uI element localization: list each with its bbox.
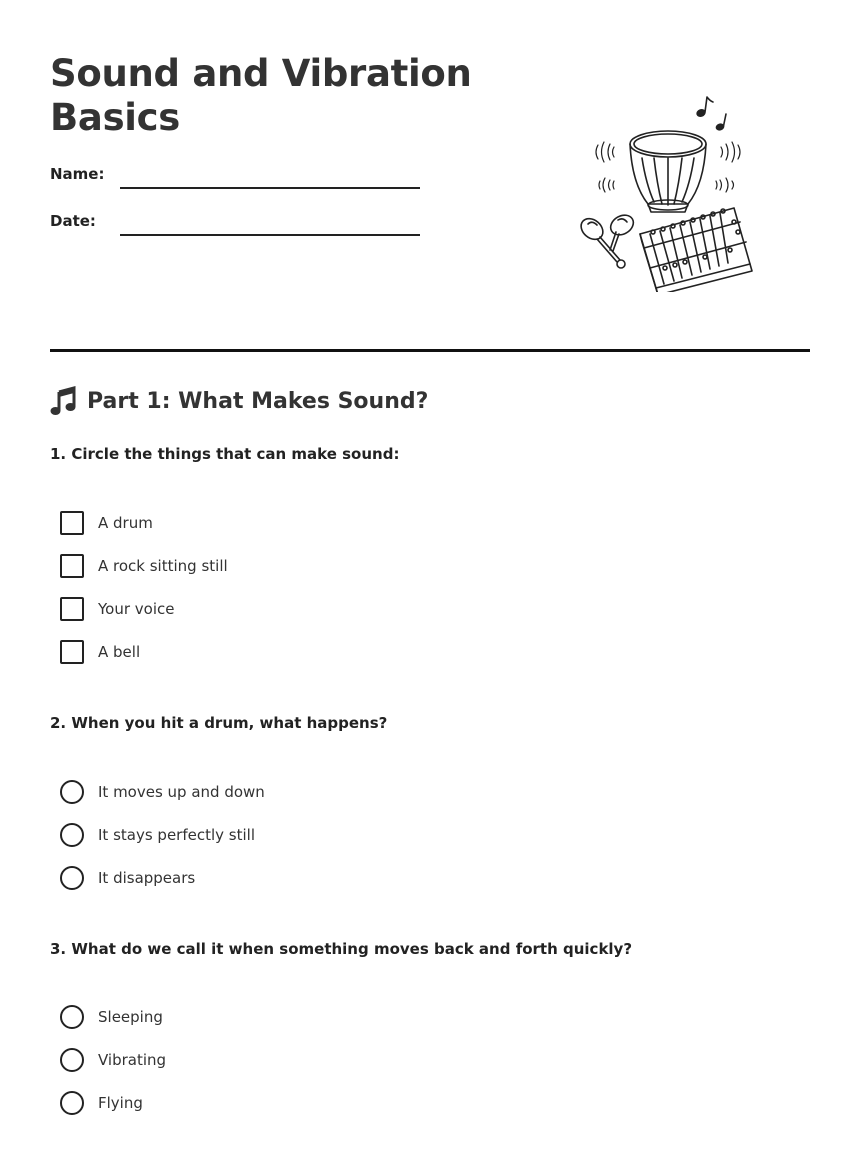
radio-button[interactable] — [60, 1005, 84, 1029]
worksheet-title: Sound and Vibration Basics — [50, 52, 472, 139]
radio-button[interactable] — [60, 1091, 84, 1115]
question-3: 3. What do we call it when something moves back and forth quickly? — [50, 940, 633, 958]
checkbox[interactable] — [60, 554, 84, 578]
music-note-icon — [50, 386, 78, 416]
xylophone-icon — [640, 208, 752, 292]
option-label: It moves up and down — [98, 783, 265, 801]
option-label: Sleeping — [98, 1008, 163, 1026]
part1-heading-text: Part 1: What Makes Sound? — [87, 388, 429, 414]
option-label: Your voice — [98, 600, 175, 618]
name-label: Name: — [50, 165, 105, 183]
question-2-option-1[interactable] — [60, 780, 265, 804]
music-notes-icon — [696, 97, 726, 131]
part1-heading — [50, 386, 428, 416]
question-1-option-1[interactable] — [60, 511, 153, 535]
date-field[interactable] — [120, 234, 420, 236]
maracas-icon — [577, 211, 637, 268]
option-label: A rock sitting still — [98, 557, 228, 575]
drum-icon — [630, 131, 706, 212]
checkbox[interactable] — [60, 511, 84, 535]
drum-maracas-xylophone-illustration — [570, 92, 760, 292]
radio-button[interactable] — [60, 866, 84, 890]
question-2-option-3[interactable] — [60, 866, 195, 890]
radio-button[interactable] — [60, 1048, 84, 1072]
question-1-option-4[interactable] — [60, 640, 140, 664]
question-1-option-2[interactable] — [60, 554, 228, 578]
date-label: Date: — [50, 212, 96, 230]
option-label: Vibrating — [98, 1051, 167, 1069]
header-divider — [50, 349, 810, 352]
question-1-option-3[interactable] — [60, 597, 175, 621]
radio-button[interactable] — [60, 823, 84, 847]
name-field[interactable] — [120, 187, 420, 189]
option-label: It stays perfectly still — [98, 826, 255, 844]
question-3-option-1[interactable] — [60, 1005, 163, 1029]
option-label: A drum — [98, 514, 153, 532]
question-3-option-3[interactable] — [60, 1091, 143, 1115]
question-3-option-2[interactable] — [60, 1048, 166, 1072]
question-1: 1. Circle the things that can make sound: — [50, 445, 400, 463]
question-2: 2. When you hit a drum, what happens? — [50, 714, 388, 732]
option-label: It disappears — [98, 869, 196, 887]
checkbox[interactable] — [60, 640, 84, 664]
radio-button[interactable] — [60, 780, 84, 804]
checkbox[interactable] — [60, 597, 84, 621]
question-2-option-2[interactable] — [60, 823, 255, 847]
option-label: Flying — [98, 1094, 143, 1112]
option-label: A bell — [98, 643, 141, 661]
